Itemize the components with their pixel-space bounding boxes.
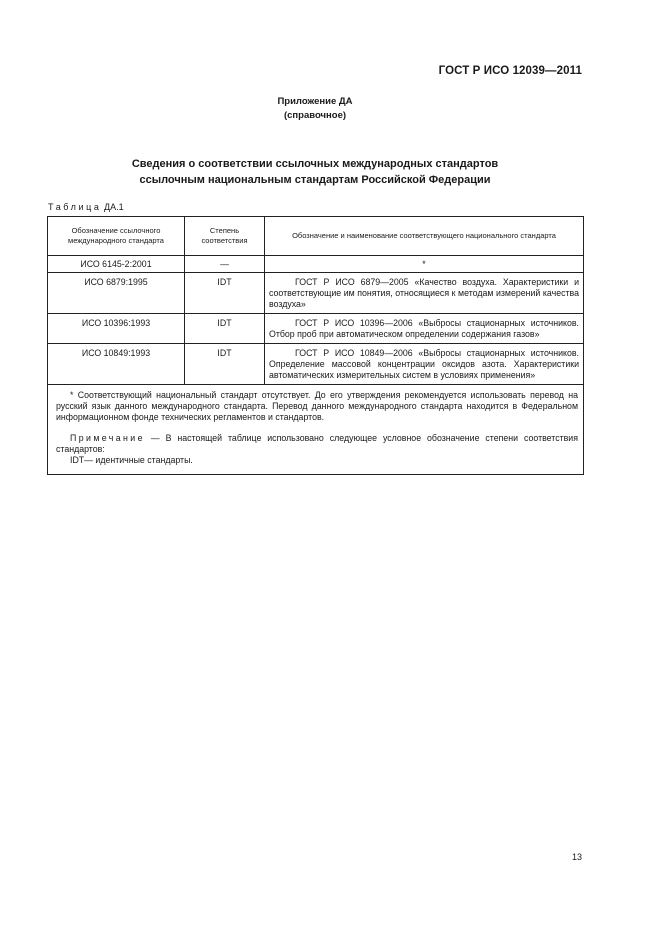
annex-type: (справочное) bbox=[283, 110, 347, 121]
header-intl-standard: Обозначение ссылочного международного стандарта bbox=[48, 217, 185, 256]
cell-national-standard bbox=[265, 314, 584, 344]
note-definition-text: IDT— идентичные стандарты. bbox=[70, 455, 193, 465]
page-number: 13 bbox=[571, 852, 582, 862]
note bbox=[56, 433, 578, 455]
cell-degree: IDT bbox=[185, 344, 265, 385]
table-notes bbox=[48, 385, 584, 475]
footnote bbox=[56, 390, 578, 423]
annex-title: Приложение ДА bbox=[277, 96, 353, 107]
header-national-standard: Обозначение и наименование соответствующего национального стандарта bbox=[265, 217, 584, 256]
section-title-line-2: ссылочным национальным стандартам Российской Федерации bbox=[139, 174, 491, 186]
cell-national-standard bbox=[265, 344, 584, 385]
table-row bbox=[48, 273, 584, 314]
national-standard-text: ГОСТ Р ИСО 10396—2006 «Выбросы стационарных источников. Отбор проб при автоматическом определении содержания газов» bbox=[269, 318, 579, 339]
cell-degree: IDT bbox=[185, 273, 265, 314]
table-row bbox=[48, 256, 584, 273]
national-standard-text: ГОСТ Р ИСО 10849—2006 «Выбросы стационарных источников. Определение массовой концентрации оксидов азота. Характеристики автоматических измерительных систем в условиях применения» bbox=[269, 348, 579, 380]
table-row bbox=[48, 314, 584, 344]
document-code: ГОСТ Р ИСО 12039—2011 bbox=[438, 65, 582, 77]
correspondence-table bbox=[47, 216, 584, 475]
table-header-row bbox=[48, 217, 584, 256]
cell-degree: IDT bbox=[185, 314, 265, 344]
cell-national-standard: * bbox=[265, 256, 584, 273]
cell-intl-standard: ИСО 6879:1995 bbox=[48, 273, 185, 314]
table-caption bbox=[48, 202, 124, 212]
national-standard-text: ГОСТ Р ИСО 6879—2005 «Качество воздуха. Характеристики и соответствующие им понятия, относящиеся к методам измерений качества воздуха» bbox=[269, 277, 579, 309]
note-definition bbox=[56, 455, 578, 466]
cell-intl-standard: ИСО 6145-2:2001 bbox=[48, 256, 185, 273]
section-title-line-1: Сведения о соответствии ссылочных международных стандартов bbox=[131, 158, 499, 170]
header-degree: Степень соответствия bbox=[185, 217, 265, 256]
cell-intl-standard: ИСО 10849:1993 bbox=[48, 344, 185, 385]
cell-intl-standard: ИСО 10396:1993 bbox=[48, 314, 185, 344]
table-row bbox=[48, 344, 584, 385]
footnote-text: * Соответствующий национальный стандарт отсутствует. До его утверждения рекомендуется использовать перевод на русский язык данного международного стандарта. Перевод данного международного стандарта находится в Федеральном информационном фонде технических регламентов и стандартов. bbox=[56, 390, 578, 422]
cell-national-standard bbox=[265, 273, 584, 314]
table-caption-word: Таблица bbox=[48, 202, 102, 212]
table-notes-row bbox=[48, 385, 584, 475]
note-text: — В настоящей таблице использовано следующее условное обозначение степени соответствия стандартов: bbox=[56, 433, 578, 454]
cell-degree: — bbox=[185, 256, 265, 273]
note-label: Примечание bbox=[70, 433, 145, 443]
table-caption-number: ДА.1 bbox=[101, 202, 124, 212]
